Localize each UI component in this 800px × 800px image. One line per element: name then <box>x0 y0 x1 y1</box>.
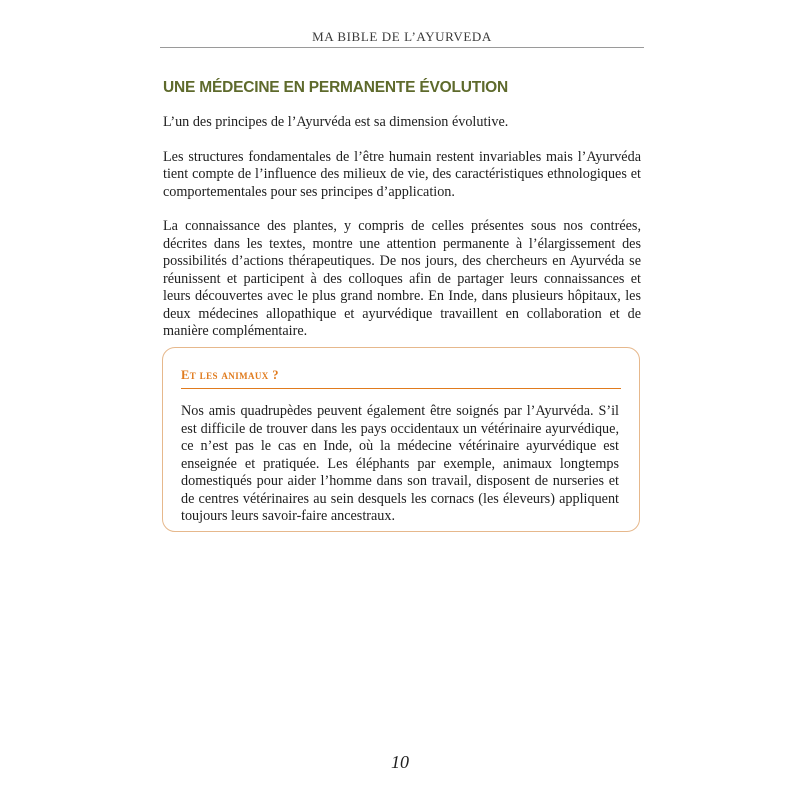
page-number: 10 <box>391 752 409 772</box>
header-divider <box>160 47 644 48</box>
paragraph: L’un des principes de l’Ayurvéda est sa dimension évolutive. <box>163 114 509 130</box>
aside-title-underline <box>181 388 621 389</box>
body-text <box>163 114 641 358</box>
aside-box <box>162 347 640 532</box>
paragraph: La connaissance des plantes, y compris de celles présentes sous nos contrées, décrites dans les textes, montre une attention permanente à l’élargissement des possibilités d’actions thérapeutiques. De nos jours, des chercheurs en Ayurvéda se réunissent et participent à des colloques afin de partager leurs connaissances et leurs découvertes avec le plus grand nombre. En Inde, dans plusieurs hôpitaux, les deux médecines allopathique et ayurvédique travaillent en collaboration et de manière complémentaire. <box>163 218 641 339</box>
section-title: UNE MÉDECINE EN PERMANENTE ÉVOLUTION <box>163 79 509 96</box>
aside-title: Et les animaux ? <box>181 368 279 382</box>
paragraph: Les structures fondamentales de l’être humain restent invariables mais l’Ayurvéda tient compte de l’influence des milieux de vie, des caractéristiques ethnologiques et comportementales pour ses principes d’application. <box>163 148 641 200</box>
running-header: MA BIBLE DE L’AYURVEDA <box>312 29 492 44</box>
aside-text: Nos amis quadrupèdes peuvent également être soignés par l’Ayurvéda. S’il est difficile de trouver dans les pays occidentaux un vétérinaire ayurvédique, ce n’est pas le cas en Inde, où la médecine vétérinaire ayurvédique est enseignée et pratiquée. Les éléphants par exemple, animaux longtemps domestiqués pour aider l’homme dans son travail, disposent de nurseries et de centres vétérinaires au sein desquels les cornacs (les éleveurs) appliquent toujours leurs savoir-faire ancestraux. <box>181 403 619 524</box>
